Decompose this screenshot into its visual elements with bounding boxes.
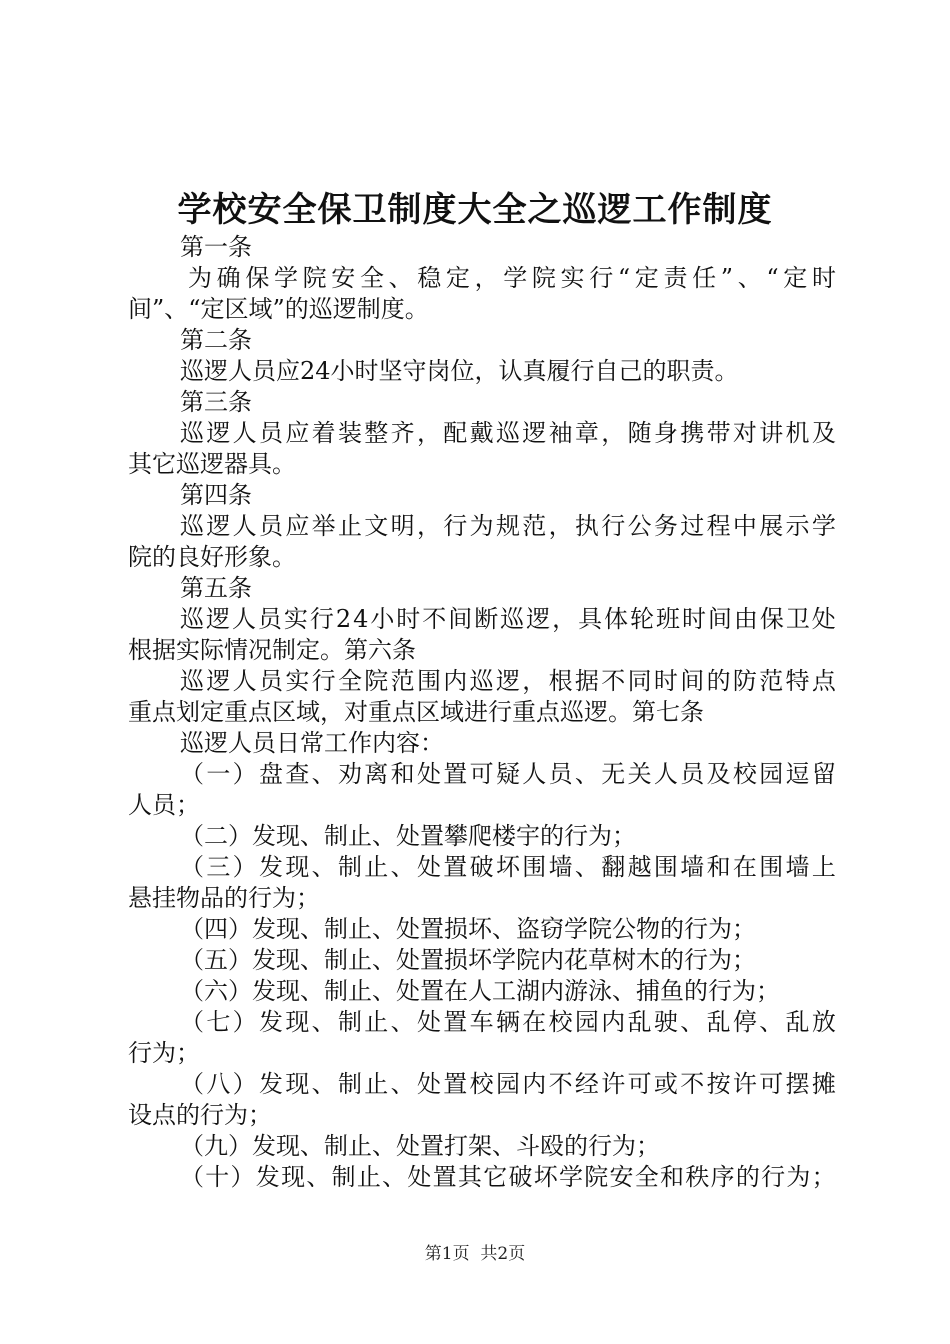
article-text-line: 间”、“定区域”的巡逻制度。 bbox=[128, 295, 429, 323]
document-body bbox=[128, 232, 836, 1193]
article-text-line: 巡 逻 人 员 应 着 装 整 齐 ， 配 戴 巡 逻 袖 章 ， 随 身 携 带 对 讲 机 及 bbox=[180, 419, 836, 447]
duty-item-line: （六）发现、制止、处置在人工湖内游泳、捕鱼的行为； bbox=[180, 977, 780, 1005]
article-heading-4: 第四条 bbox=[180, 481, 252, 509]
duty-item-line: （ 三 ） 发 现 、 制 止 、 处 置 破 坏 围 墙 、 翻 越 围 墙 和 在 围 墙 上 bbox=[180, 853, 836, 881]
article-text-line: 为 确 保 学 院 安 全 、 稳 定 ， 学 院 实 行 “ 定 责 任 ” 、 “ 定 时 bbox=[188, 264, 836, 292]
duty-item-line: 设点的行为； bbox=[128, 1101, 272, 1129]
article-heading-5: 第五条 bbox=[180, 574, 252, 602]
article-text-line: 院的良好形象。 bbox=[128, 543, 296, 571]
article-heading-1: 第一条 bbox=[180, 233, 252, 261]
article-text-line: 巡逻人员应24小时坚守岗位，认真履行自己的职责。 bbox=[180, 357, 739, 385]
duty-item-line: （四）发现、制止、处置损坏、盗窃学院公物的行为； bbox=[180, 915, 756, 943]
article-text-line: 其它巡逻器具。 bbox=[128, 450, 296, 478]
article-text-line: 巡逻人员日常工作内容： bbox=[180, 729, 444, 757]
page-number-footer: 第1页 共2页 bbox=[424, 1244, 526, 1264]
duty-item-line: （九）发现、制止、处置打架、斗殴的行为； bbox=[180, 1132, 660, 1160]
duty-item-line: 人员； bbox=[128, 791, 200, 819]
article-heading-2: 第二条 bbox=[180, 326, 252, 354]
duty-item-line: （ 十 ） 发 现 、 制 止 、 处 置 其 它 破 坏 学 院 安 全 和 秩 序 的 行 为 ； bbox=[180, 1163, 836, 1191]
document-title: 学校安全保卫制度大全之巡逻工作制度 bbox=[177, 190, 773, 230]
article-heading-3: 第三条 bbox=[180, 388, 252, 416]
article-text-line: 巡 逻 人 员 实 行 全 院 范 围 内 巡 逻 ， 根 据 不 同 时 间 的 防 范 特 点 bbox=[180, 667, 836, 695]
duty-item-line: （五）发现、制止、处置损坏学院内花草树木的行为； bbox=[180, 946, 756, 974]
article-text-line: 巡 逻 人 员 应 举 止 文 明 ， 行 为 规 范 ， 执 行 公 务 过 程 中 展 示 学 bbox=[180, 512, 836, 540]
duty-item-line: 悬挂物品的行为； bbox=[128, 884, 320, 912]
duty-item-line: （二）发现、制止、处置攀爬楼宇的行为； bbox=[180, 822, 636, 850]
article-text-line: 巡 逻 人 员 实 行 2 4 小 时 不 间 断 巡 逻 ， 具 体 轮 班 时 间 由 保 卫 处 bbox=[180, 605, 836, 633]
article-text-line: 重点划定重点区域，对重点区域进行重点巡逻。第七条 bbox=[128, 698, 704, 726]
duty-item-line: （ 一 ） 盘 查 、 劝 离 和 处 置 可 疑 人 员 、 无 关 人 员 及 校 园 逗 留 bbox=[180, 760, 836, 788]
duty-item-line: 行为； bbox=[128, 1039, 200, 1067]
duty-item-line: （ 七 ） 发 现 、 制 止 、 处 置 车 辆 在 校 园 内 乱 驶 、 乱 停 、 乱 放 bbox=[180, 1008, 836, 1036]
article-text-line: 根据实际情况制定。第六条 bbox=[128, 636, 416, 664]
duty-item-line: （ 八 ） 发 现 、 制 止 、 处 置 校 园 内 不 经 许 可 或 不 按 许 可 摆 摊 bbox=[180, 1070, 836, 1098]
